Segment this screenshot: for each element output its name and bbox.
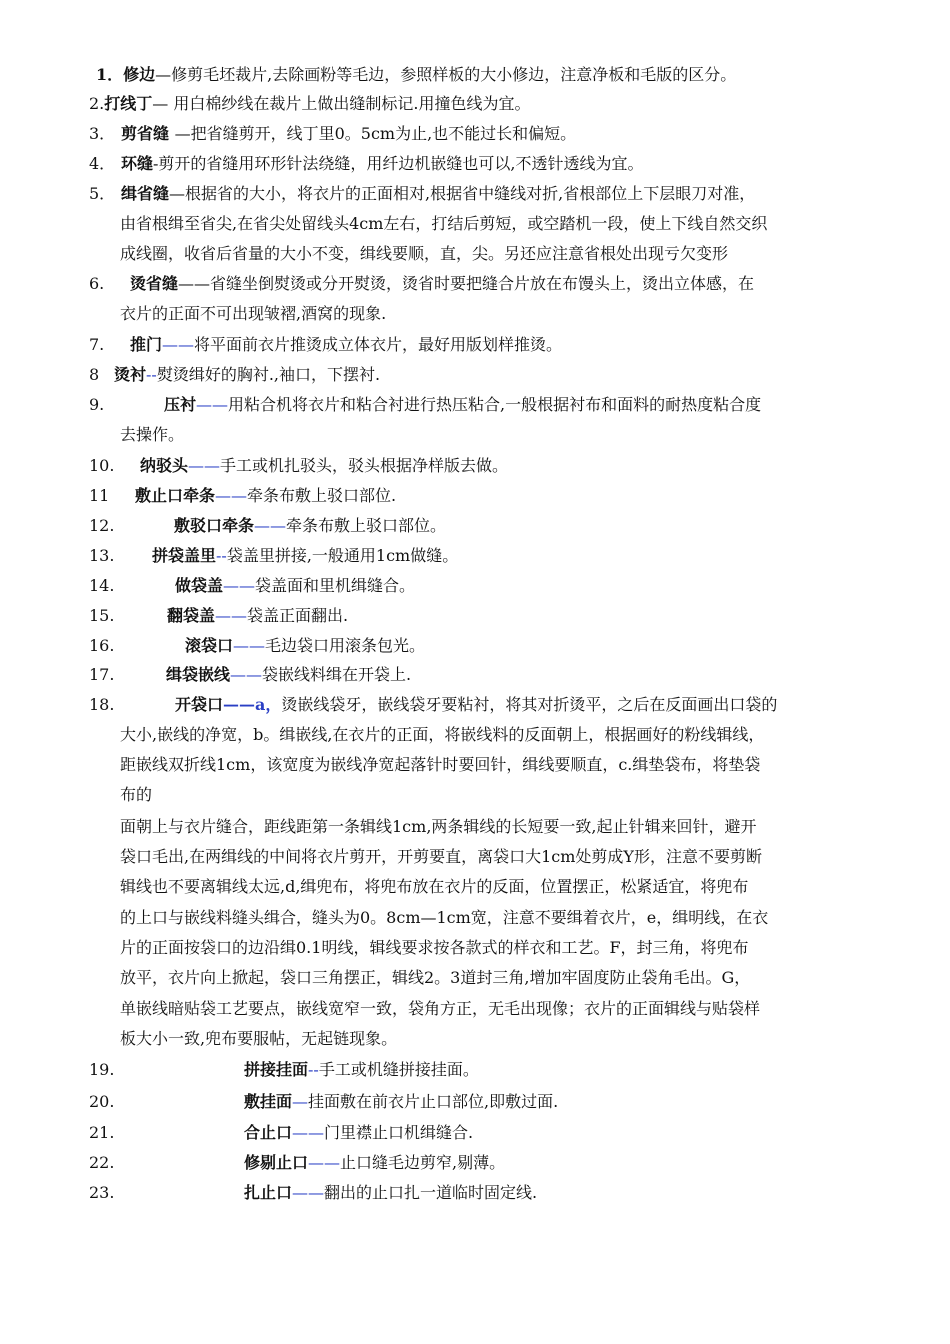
item-separator: ——: [308, 1153, 341, 1172]
item-term: 压衬: [164, 395, 197, 414]
item-separator: ——: [292, 1123, 325, 1142]
item-separator: ——: [230, 665, 263, 684]
item-continuation-text: 成线圈，收省后省量的大小不变，缉线要顺，直，尖。另还应注意省根处出现亏欠变形: [120, 244, 729, 263]
item-description: 手工或机缝拼接挂面。: [318, 1060, 479, 1079]
item-term: 修剔止口: [244, 1153, 309, 1172]
item-separator: ——: [196, 395, 229, 414]
item-number: 23.: [89, 1183, 115, 1202]
item-term: 纳驳头: [140, 456, 189, 475]
item-number: 13.: [89, 546, 115, 565]
item-term: 烫省缝: [130, 274, 179, 293]
item-term: 修边: [123, 65, 156, 84]
item-separator: -: [153, 154, 159, 173]
item-description: 用粘合机将衣片和粘合衬进行热压粘合,一般根据衬布和面料的耐热度粘合度: [228, 395, 762, 414]
item-number: 8: [89, 365, 100, 384]
item-separator: --: [146, 365, 157, 384]
item-description: 袋盖里拼接,一般通用1cm做缝。: [226, 546, 459, 565]
item-description: 袋盖面和里机缉缝合。: [255, 576, 416, 595]
item-term: 剪省缝: [121, 124, 175, 143]
item-number: 20.: [89, 1092, 115, 1111]
item-separator: —: [174, 124, 191, 143]
document-page: 1．修边—修剪毛坯裁片,去除画粉等毛边，参照样板的大小修边，注意净板和毛版的区分。 2.打线丁— 用白棉纱线在裁片上做出缝制标记.用撞色线为宜。 3． 剪省缝 —把省缝剪开，线丁里0。5cm为止,也不能过长和偏短。 4． 环缝-剪开的省缝用环形针法绕缝，用纤边机嵌缝也可以,不透针透线为宜。 5． 缉省缝—根据省的大小，将衣片的正面相对,根据省中缝线对折,省根部位上下层眼刀对准， 由省根缉至省尖,在省尖处留线头4cm左右，打结后剪短，或空踏机一段，使上下线自然交织 成线圈，收省后省量的大小不变，缉线要顺，直，尖。另还应注意省根处出现亏欠变形 6. 烫省缝——省缝坐倒熨烫或分开熨烫，烫省时要把缝合片放在布馒头上，烫出立体感，在 衣片的正面不可出现皱褶,酒窝的现象. 7. 推门——将平面前衣片推烫成立体衣片，最好用版划样推烫。 8 烫衬--熨烫缉好的胸衬.,袖口，下摆衬. 9. 压衬——用粘合机将衣片和粘合衬进行热压粘合,一般根据衬布和面料的耐热度粘合度 去操作。 10. 纳驳头——手工或机扎驳头，驳头根据净样版去做。 11 敷止口牵条——牵条布敷上驳口部位. 12. 敷驳口牵条——牵条布敷上驳口部位。 13. 拼袋盖里--袋盖里拼接,一般通用1cm做缝。 14. 做袋盖——袋盖面和里机缉缝合。 15. 翻袋盖——袋盖正面翻出. 16. 滚袋口——毛边袋口用滚条包光。 17. 缉袋嵌线——袋嵌线料缉在开袋上. 18. 开袋口——a，烫嵌线袋牙，嵌线袋牙要粘衬，将其对折烫平，之后在反面画出口袋的 大小,嵌线的净宽，b。缉嵌线,在衣片的正面，将嵌线料的反面朝上，根据画好的粉线辑线， 距嵌线双折线1cm，该宽度为嵌线净宽起落针时要回针，缉线要顺直，c.缉垫袋布，将垫袋 布的 面朝上与衣片缝合，距线距第一条辑线1cm,两条辑线的长短要一致,起止针辑来回针，避开 袋口毛出,在两缉线的中间将衣片剪开，开剪要直，离袋口大1cm处剪成Y形，注意不要剪断 辑线也不要离辑线太远,d,缉兜布，将兜布放在衣片的反面，位置摆正，松紧适宜，将兜布 的上口与嵌线料缝头缉合，缝头为0。8cm—1cm宽，注意不要缉着衣片，e，缉明线，在衣 片的正面按袋口的边沿缉0.1明线，辑线要求按各款式的样衣和工艺。F，封三角，将兜布 放平，衣片向上掀起，袋口三角摆正，辑线2。3道封三角,增加牢固度防止袋角毛出。G， 单嵌线暗贴袋工艺要点，嵌线宽窄一致，袋角方正，无毛出现像；衣片的正面辑线与贴袋样 板大小一致,兜布要服帖，无起链现象。 19. 拼接挂面--手工或机缝拼接挂面。 20. 敷挂面—挂面敷在前衣片止口部位,即敷过面. 21. 合止口——门里襟止口机缉缝合. 22. 修剔止口——止口缝毛边剪窄,剔薄。 23. 扎止口——翻出的止口扎一道临时固定线.: [0, 0, 950, 1344]
item-number: 22.: [89, 1153, 115, 1172]
item-description: 牵条布敷上驳口部位。: [286, 516, 447, 535]
item-number: 14.: [89, 576, 115, 595]
item-number: 18.: [89, 695, 115, 714]
item-description: 挂面敷在前衣片止口部位,即敷过面.: [308, 1092, 559, 1111]
item-number: 21.: [89, 1123, 115, 1142]
item-term: 扎止口: [244, 1183, 293, 1202]
item-term: 滚袋口: [185, 636, 234, 655]
item-number: 1．: [96, 65, 124, 84]
item-number: 17.: [89, 665, 115, 684]
item-number: 7.: [89, 335, 105, 354]
item-number: 12.: [89, 516, 115, 535]
item-description: 用白棉纱线在裁片上做出缝制标记.用撞色线为宜。: [173, 94, 531, 113]
item-separator: ——: [162, 335, 195, 354]
item-separator: ——: [233, 636, 266, 655]
item-separator: --: [308, 1060, 319, 1079]
item-description: 根据省的大小，将衣片的正面相对,根据省中缝线对折,省根部位上下层眼刀对准，: [185, 184, 756, 203]
item-separator: ——: [254, 516, 287, 535]
item-number: 19.: [89, 1060, 115, 1079]
item-continuation-text: 布的: [120, 785, 153, 804]
item-description: 毛边袋口用滚条包光。: [265, 636, 426, 655]
item-number: 5．: [89, 184, 116, 203]
item-term: 拼袋盖里: [152, 546, 217, 565]
item-term: 拼接挂面: [244, 1060, 309, 1079]
item-number: 10.: [89, 456, 115, 475]
item-number: 3．: [89, 124, 116, 143]
item-separator: —: [292, 1092, 309, 1111]
item-number: 16.: [89, 636, 115, 655]
item-separator: ——: [178, 274, 211, 293]
item-continuation-text: 衣片的正面不可出现皱褶,酒窝的现象.: [120, 304, 387, 323]
item-term: 敷止口牵条: [135, 486, 216, 505]
item-separator: ——: [223, 576, 256, 595]
item-separator: ——a，: [223, 695, 282, 714]
item-description: 省缝坐倒熨烫或分开熨烫，烫省时要把缝合片放在布馒头上，烫出立体感，在: [210, 274, 755, 293]
item-separator: —: [169, 184, 186, 203]
item-description: 烫嵌线袋牙，嵌线袋牙要粘衬，将其对折烫平，之后在反面画出口袋的: [281, 695, 778, 714]
item-term: 合止口: [244, 1123, 293, 1142]
item-term: 敷驳口牵条: [174, 516, 255, 535]
item-term: 打线丁: [104, 94, 153, 113]
item-description: 将平面前衣片推烫成立体衣片，最好用版划样推烫。: [194, 335, 563, 354]
item-separator: ——: [215, 606, 248, 625]
item-number: 9.: [89, 395, 105, 414]
item-description: 修剪毛坯裁片,去除画粉等毛边，参照样板的大小修边，注意净板和毛版的区分。: [171, 65, 737, 84]
item-term: 缉袋嵌线: [166, 665, 231, 684]
item-term: 缉省缝: [121, 184, 170, 203]
item-description: 袋盖正面翻出.: [247, 606, 349, 625]
item-separator: ——: [292, 1183, 325, 1202]
item-term: 翻袋盖: [167, 606, 216, 625]
item-number: 11: [89, 486, 110, 505]
item-description: 门里襟止口机缉缝合.: [324, 1123, 474, 1142]
item-term: 环缝: [121, 154, 154, 173]
item-description: 止口缝毛边剪窄,剔薄。: [340, 1153, 506, 1172]
item-continuation-text: 大小,嵌线的净宽，b。缉嵌线,在衣片的正面，将嵌线料的反面朝上，根据画好的粉线辑线，: [120, 725, 765, 744]
item-description: 剪开的省缝用环形针法绕缝，用纤边机嵌缝也可以,不透针透线为宜。: [158, 154, 644, 173]
item-continuation-text: 去操作。: [120, 425, 185, 444]
item-number: 15.: [89, 606, 115, 625]
item-separator: ——: [215, 486, 248, 505]
item-number: 2.: [89, 94, 105, 113]
item-continuation-text: 距嵌线双折线1cm，该宽度为嵌线净宽起落针时要回针，缉线要顺直，c.缉垫袋布，将垫袋: [120, 755, 761, 774]
item-description: 翻出的止口扎一道临时固定线.: [324, 1183, 538, 1202]
item-number: 4．: [89, 154, 116, 173]
item-separator: --: [216, 546, 227, 565]
item-separator: ——: [188, 456, 221, 475]
item-description: 熨烫缉好的胸衬.,袖口，下摆衬.: [156, 365, 381, 384]
item-description: 袋嵌线料缉在开袋上.: [262, 665, 412, 684]
item-term: 烫衬: [114, 365, 147, 384]
item-term: 敷挂面: [244, 1092, 293, 1111]
item-description: 把省缝剪开，线丁里0。5cm为止,也不能过长和偏短。: [190, 124, 577, 143]
item-continuation-text: 由省根缉至省尖,在省尖处留线头4cm左右，打结后剪短，或空踏机一段，使上下线自然交织: [120, 214, 768, 233]
item-term: 推门: [130, 335, 163, 354]
item-separator: —: [155, 65, 172, 84]
item-term: 开袋口: [175, 695, 224, 714]
item-number: 6.: [89, 274, 105, 293]
item-separator: —: [152, 94, 174, 113]
item-description: 牵条布敷上驳口部位.: [247, 486, 397, 505]
item-term: 做袋盖: [175, 576, 224, 595]
item-description: 手工或机扎驳头，驳头根据净样版去做。: [220, 456, 509, 475]
